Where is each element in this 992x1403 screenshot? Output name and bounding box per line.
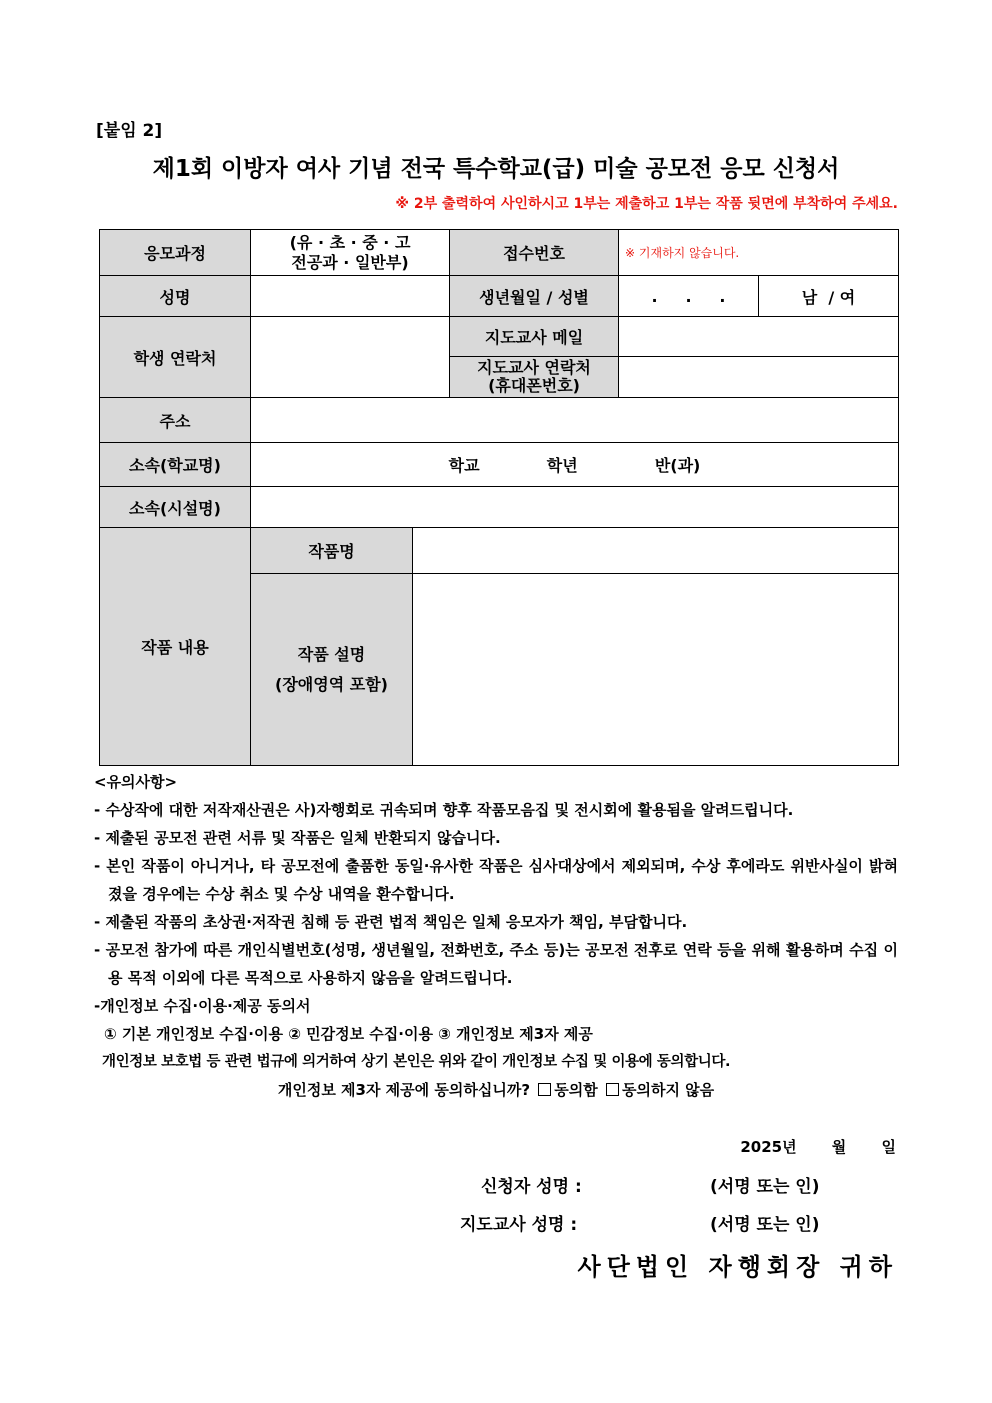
receipt-note: ※ 기재하지 않습니다. xyxy=(619,230,899,276)
disagree-checkbox[interactable] xyxy=(606,1083,619,1096)
application-form xyxy=(99,229,899,766)
teacher-phone-field[interactable] xyxy=(619,357,899,398)
notes-heading: <유의사항> xyxy=(94,773,178,791)
birth-field[interactable]: . . . xyxy=(619,276,759,317)
teacher-phone-label xyxy=(450,357,619,398)
teacher-phone-label-line2: (휴대폰번호) xyxy=(488,376,580,395)
note-item: - 본인 작품이 아니거나, 타 공모전에 출품한 동일·유사한 작품은 심사대상에서 제외되며, 수상 후에라도 위반사실이 밝혀졌을 경우에는 수상 취소 및 수상 내역을 환수합니다. xyxy=(94,857,898,903)
consent-question: 개인정보 제3자 제공에 동의하십니까? xyxy=(277,1081,531,1099)
course-options[interactable] xyxy=(251,230,450,276)
class-unit: 반(과) xyxy=(654,456,701,475)
facility-label: 소속(시설명) xyxy=(100,487,251,528)
birth-gender-label: 생년월일 / 성별 xyxy=(450,276,619,317)
work-desc-label-line2: (장애영역 포함) xyxy=(275,674,388,694)
applicant-sign-note: (서명 또는 인) xyxy=(710,1177,820,1197)
document-title: 제1회 이방자 여사 기념 전국 특수학교(급) 미술 공모전 응모 신청서 xyxy=(152,156,840,182)
consent-heading: -개인정보 수집·이용·제공 동의서 xyxy=(94,997,311,1015)
attachment-label: [붙임 2] xyxy=(96,121,163,141)
consent-law: 개인정보 보호법 등 관련 법규에 의거하여 상기 본인은 위와 같이 개인정보 수집 및 이용에 동의합니다. xyxy=(102,1054,731,1070)
consent-items: ① 기본 개인정보 수집·이용 ② 민감정보 수집·이용 ③ 개인정보 제3자 제공 xyxy=(104,1025,593,1043)
note-item: - 공모전 참가에 따른 개인식별번호(성명, 생년월일, 전화번호, 주소 등)는 공모전 전후로 연락 등을 위해 활용하며 수집 이용 목적 이외에 다른 목적으로 사용하지 않음을 알려드립니다. xyxy=(94,941,898,987)
consent-question-row xyxy=(94,1076,898,1104)
course-options-line2: 전공과 · 일반부) xyxy=(291,252,409,272)
name-label: 성명 xyxy=(100,276,251,317)
note-item: - 제출된 공모전 관련 서류 및 작품은 일체 반환되지 않습니다. xyxy=(94,829,501,847)
gender-field[interactable]: 남 / 여 xyxy=(759,276,899,317)
teacher-label: 지도교사 성명 : xyxy=(460,1215,578,1235)
school-label: 소속(학교명) xyxy=(100,443,251,487)
work-desc-field[interactable] xyxy=(413,574,899,766)
course-label: 응모과정 xyxy=(100,230,251,276)
school-field[interactable] xyxy=(251,443,899,487)
application-date: 2025년 월 일 xyxy=(740,1138,896,1156)
agree-label: 동의함 xyxy=(554,1081,598,1099)
agree-checkbox[interactable] xyxy=(538,1083,551,1096)
facility-field[interactable] xyxy=(251,487,899,528)
teacher-phone-label-line1: 지도교사 연락처 xyxy=(477,358,591,377)
note-item: - 제출된 작품의 초상권·저작권 침해 등 관련 법적 책임은 일체 응모자가 책임, 부담합니다. xyxy=(94,913,688,931)
work-title-field[interactable] xyxy=(413,528,899,574)
address-field[interactable] xyxy=(251,398,899,443)
course-options-line1: (유 · 초 · 중 · 고 xyxy=(289,232,411,252)
work-desc-label xyxy=(251,574,413,766)
student-contact-label: 학생 연락처 xyxy=(100,317,251,398)
address-label: 주소 xyxy=(100,398,251,443)
name-field[interactable] xyxy=(251,276,450,317)
applicant-label: 신청자 성명 : xyxy=(481,1177,582,1197)
school-unit: 학교 xyxy=(448,456,480,475)
teacher-email-label: 지도교사 메일 xyxy=(450,317,619,357)
notes-section xyxy=(94,768,898,1104)
work-label: 작품 내용 xyxy=(100,528,251,766)
note-item: - 수상작에 대한 저작재산권은 사)자행회로 귀속되며 향후 작품모음집 및 전시회에 활용됨을 알려드립니다. xyxy=(94,801,794,819)
work-title-label: 작품명 xyxy=(251,528,413,574)
grade-unit: 학년 xyxy=(546,456,578,475)
receipt-label: 접수번호 xyxy=(450,230,619,276)
work-desc-label-line1: 작품 설명 xyxy=(297,644,366,664)
disagree-label: 동의하지 않음 xyxy=(621,1081,715,1099)
student-contact-field[interactable] xyxy=(251,317,450,398)
addressee: 사단법인 자행회장 귀하 xyxy=(577,1253,898,1281)
print-notice: ※ 2부 출력하여 사인하시고 1부는 제출하고 1부는 작품 뒷면에 부착하여 주세요. xyxy=(395,196,898,212)
teacher-sign-note: (서명 또는 인) xyxy=(710,1215,820,1235)
teacher-email-field[interactable] xyxy=(619,317,899,357)
